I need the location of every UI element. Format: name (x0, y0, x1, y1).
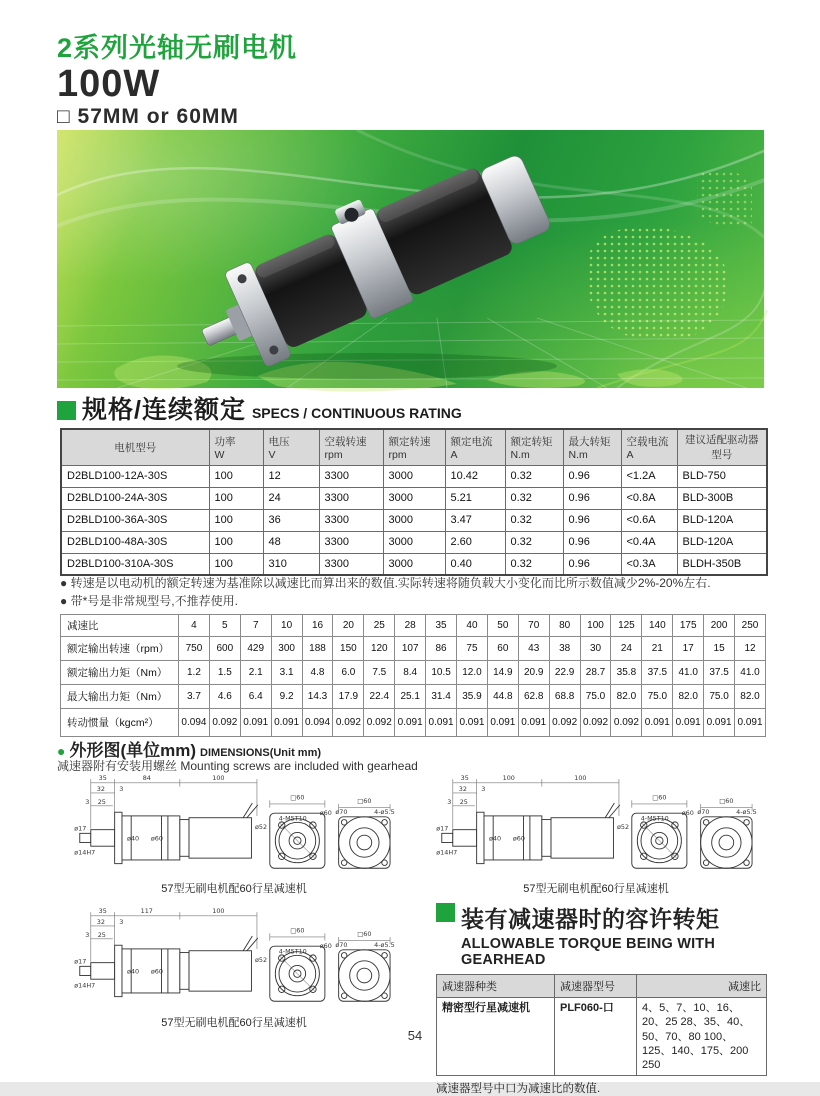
svg-text:3: 3 (85, 797, 90, 806)
svg-text:25: 25 (97, 930, 106, 939)
ratio-cell: 16 (302, 615, 333, 637)
svg-text:35: 35 (460, 774, 469, 783)
spec-header-row (61, 429, 767, 465)
svg-text:3: 3 (119, 785, 124, 794)
gear-ratio-table (60, 614, 766, 737)
spec-col-header: 建议适配驱动器型号 (677, 429, 767, 465)
svg-text:ø14H7: ø14H7 (74, 848, 96, 857)
ratio-cell: 0.092 (364, 709, 395, 737)
dimension-drawing-1 (58, 770, 410, 887)
ratio-cell: 0.094 (302, 709, 333, 737)
spec-cell: <0.4A (621, 531, 677, 553)
spec-cell: 310 (263, 553, 319, 575)
ratio-cell: 38 (549, 637, 580, 661)
ratio-row-label: 最大输出力矩（Nm） (61, 685, 179, 709)
ratio-cell: 12.0 (457, 661, 488, 685)
svg-text:ø17: ø17 (74, 824, 87, 833)
spec-cell: 3300 (319, 487, 383, 509)
dims-sub-cn: 减速器附有安装用螺丝 (57, 759, 178, 773)
ratio-cell: 35 (426, 615, 457, 637)
svg-text:ø70: ø70 (697, 808, 710, 817)
spec-cell: BLDH-350B (677, 553, 767, 575)
ratio-row-label: 额定输出转速（rpm） (61, 637, 179, 661)
spec-cell-model: D2BLD100-48A-30S (61, 531, 209, 553)
spec-cell-model: D2BLD100-12A-30S (61, 465, 209, 487)
svg-text:35: 35 (98, 774, 107, 783)
ratio-cell: 0.094 (179, 709, 210, 737)
ratio-cell: 0.091 (240, 709, 271, 737)
spec-col-header: 额定电流 A (445, 429, 505, 465)
drawing-caption: 57型无刷电机配60行星减速机 (161, 1017, 307, 1029)
ratio-cell: 2.1 (240, 661, 271, 685)
spec-cell: 3300 (319, 531, 383, 553)
spec-cell: 5.21 (445, 487, 505, 509)
spec-cell: <0.8A (621, 487, 677, 509)
spec-cell: 0.32 (505, 509, 563, 531)
power-rating: 100W (57, 63, 161, 105)
spec-row (61, 509, 767, 531)
ratio-cell: 35.8 (611, 661, 642, 685)
spec-col-header: 额定转矩 N.m (505, 429, 563, 465)
ratio-cell: 0.091 (642, 709, 673, 737)
spec-cell: 3000 (383, 531, 445, 553)
ratio-cell: 75.0 (642, 685, 673, 709)
svg-text:ø60: ø60 (512, 834, 525, 843)
ratio-cell: 8.4 (395, 661, 426, 685)
page-number: 54 (407, 1028, 423, 1043)
ratio-cell: 188 (302, 637, 333, 661)
ratio-cell: 750 (179, 637, 210, 661)
table-notes (60, 574, 770, 610)
bullet-icon: ● (57, 743, 66, 759)
svg-text:4-ø5.5: 4-ø5.5 (736, 808, 757, 817)
spec-cell: 24 (263, 487, 319, 509)
note-line: ● 转速是以电动机的额定转速为基准除以减速比而算出来的数值.实际转速将随负载大小变化而比所示数值减少2%-20%左右. (60, 576, 711, 590)
spec-cell: 3000 (383, 553, 445, 575)
specs-section-title (57, 390, 462, 426)
ratio-cell: 75.0 (580, 685, 611, 709)
spec-cell: 0.96 (563, 487, 621, 509)
spec-cell: 100 (209, 487, 263, 509)
ratio-cell: 68.8 (549, 685, 580, 709)
ratio-cell: 75.0 (704, 685, 735, 709)
spec-cell: 10.42 (445, 465, 505, 487)
svg-text:25: 25 (97, 797, 106, 806)
svg-text:ø60: ø60 (150, 834, 163, 843)
banner-art (57, 130, 764, 388)
ratio-cell: 600 (209, 637, 240, 661)
ratio-cell: 28 (395, 615, 426, 637)
drawing-caption: 57型无刷电机配60行星减速机 (523, 883, 669, 895)
ratio-cell: 0.091 (395, 709, 426, 737)
spec-cell-model: D2BLD100-310A-30S (61, 553, 209, 575)
product-banner (57, 130, 764, 388)
ratio-cell: 62.8 (518, 685, 549, 709)
ratio-cell: 9.2 (271, 685, 302, 709)
torque-title-cn: 装有减速器时的容许转矩 (461, 906, 720, 932)
ratio-row-label: 减速比 (61, 615, 179, 637)
dims-title-cn: 外形图(单位mm) (69, 741, 197, 760)
ratio-cell: 125 (611, 615, 642, 637)
spec-cell: 0.96 (563, 465, 621, 487)
svg-text:3: 3 (85, 930, 90, 939)
svg-text:84: 84 (142, 774, 151, 783)
spec-cell: 2.60 (445, 531, 505, 553)
svg-text:ø60: ø60 (681, 808, 694, 817)
ratio-row-label: 额定输出力矩（Nm） (61, 661, 179, 685)
spec-row (61, 531, 767, 553)
ratio-cell: 41.0 (735, 661, 766, 685)
ratio-cell: 28.7 (580, 661, 611, 685)
spec-cell: 48 (263, 531, 319, 553)
ratio-cell: 70 (518, 615, 549, 637)
svg-text:ø70: ø70 (335, 941, 348, 950)
svg-text:32: 32 (96, 785, 105, 794)
ratio-cell: 37.5 (704, 661, 735, 685)
ratio-cell: 10 (271, 615, 302, 637)
ratio-cell: 82.0 (735, 685, 766, 709)
svg-text:ø17: ø17 (74, 957, 87, 966)
svg-text:ø52: ø52 (254, 955, 268, 964)
svg-text:ø40: ø40 (126, 967, 140, 976)
spec-cell: 36 (263, 509, 319, 531)
svg-text:100: 100 (502, 774, 515, 783)
spec-cell: 100 (209, 509, 263, 531)
page-header (57, 26, 297, 129)
svg-text:□60: □60 (290, 926, 305, 935)
specs-title-en: SPECS / CONTINUOUS RATING (251, 405, 462, 421)
ratio-cell: 120 (364, 637, 395, 661)
spec-cell: 0.40 (445, 553, 505, 575)
specs-title-cn: 规格/连续额定 (82, 396, 246, 424)
spec-col-header: 电机型号 (61, 429, 209, 465)
ratio-cell: 7.5 (364, 661, 395, 685)
ratio-cell: 10.5 (426, 661, 457, 685)
ratio-cell: 100 (580, 615, 611, 637)
svg-text:4-M5T10: 4-M5T10 (278, 947, 307, 956)
svg-text:ø40: ø40 (126, 834, 140, 843)
ratio-cell: 4.8 (302, 661, 333, 685)
drawing-caption: 57型无刷电机配60行星减速机 (161, 883, 307, 895)
spec-cell: <0.6A (621, 509, 677, 531)
ratio-data-row (61, 709, 766, 737)
spec-cell: 0.32 (505, 531, 563, 553)
ratio-cell: 6.4 (240, 685, 271, 709)
section-marker-icon (436, 903, 455, 922)
ratio-cell: 30 (580, 637, 611, 661)
spec-cell: 100 (209, 531, 263, 553)
ratio-cell: 3.7 (179, 685, 210, 709)
spec-cell: 100 (209, 465, 263, 487)
spec-cell: 3.47 (445, 509, 505, 531)
ratio-cell: 14.3 (302, 685, 333, 709)
dims-sub-en: Mounting screws are included with gearhead (180, 759, 418, 773)
ratio-data-row (61, 637, 766, 661)
spec-cell: 0.32 (505, 553, 563, 575)
frame-size: □ 57MM or 60MM (57, 104, 239, 128)
spec-cell: 0.32 (505, 487, 563, 509)
ratio-cell: 0.091 (673, 709, 704, 737)
svg-text:ø70: ø70 (335, 808, 348, 817)
ratio-cell: 22.4 (364, 685, 395, 709)
svg-text:□60: □60 (357, 930, 372, 939)
svg-text:ø52: ø52 (616, 822, 630, 831)
ratio-cell: 140 (642, 615, 673, 637)
ratio-cell: 41.0 (673, 661, 704, 685)
spec-cell: 3300 (319, 553, 383, 575)
ratio-cell: 0.092 (333, 709, 364, 737)
ratio-cell: 4 (179, 615, 210, 637)
ratio-cell: 1.5 (209, 661, 240, 685)
svg-text:ø17: ø17 (436, 824, 449, 833)
gearhead-type: 精密型行星减速机 (437, 998, 555, 1076)
ratio-cell: 40 (457, 615, 488, 637)
svg-text:100: 100 (212, 907, 225, 916)
ratio-cell: 0.091 (271, 709, 302, 737)
spec-cell: 3300 (319, 465, 383, 487)
svg-text:3: 3 (119, 918, 124, 927)
ratio-data-row (61, 685, 766, 709)
spec-cell: BLD-300B (677, 487, 767, 509)
svg-text:100: 100 (574, 774, 587, 783)
svg-text:ø52: ø52 (254, 822, 268, 831)
spec-col-header: 最大转矩 N.m (563, 429, 621, 465)
ratio-cell: 3.1 (271, 661, 302, 685)
spec-cell: BLD-750 (677, 465, 767, 487)
spec-cell: 0.96 (563, 531, 621, 553)
ratio-cell: 0.091 (487, 709, 518, 737)
spec-col-header: 空载电流 A (621, 429, 677, 465)
ratio-cell: 17 (673, 637, 704, 661)
spec-col-header: 功率 W (209, 429, 263, 465)
spec-row (61, 487, 767, 509)
note-line: ● 带*号是非常规型号,不推荐使用. (60, 594, 238, 608)
svg-text:□60: □60 (652, 793, 667, 802)
svg-text:ø40: ø40 (488, 834, 502, 843)
ratio-cell: 44.8 (487, 685, 518, 709)
svg-text:4-M5T10: 4-M5T10 (278, 814, 307, 823)
spec-row (61, 465, 767, 487)
ratio-cell: 1.2 (179, 661, 210, 685)
ratio-header-row (61, 615, 766, 637)
ratio-cell: 31.4 (426, 685, 457, 709)
gearhead-ratios: 4、5、7、10、16、20、25 28、35、40、50、70、80 100、125、140、175、200 250 (637, 998, 767, 1076)
ratio-cell: 50 (487, 615, 518, 637)
spec-cell: 12 (263, 465, 319, 487)
spec-cell: <1.2A (621, 465, 677, 487)
gearhead-model: PLF060-口 (555, 998, 637, 1076)
svg-text:ø14H7: ø14H7 (74, 981, 96, 990)
svg-text:ø60: ø60 (150, 967, 163, 976)
dimension-drawing-2 (420, 770, 772, 887)
svg-text:35: 35 (98, 907, 107, 916)
ratio-cell: 0.092 (580, 709, 611, 737)
ratio-cell: 0.092 (611, 709, 642, 737)
ratio-cell: 0.091 (735, 709, 766, 737)
svg-text:4-ø5.5: 4-ø5.5 (374, 808, 395, 817)
ratio-cell: 429 (240, 637, 271, 661)
ratio-cell: 86 (426, 637, 457, 661)
ratio-cell: 20.9 (518, 661, 549, 685)
ratio-cell: 21 (642, 637, 673, 661)
ratio-row-label: 转动惯量（kgcm²） (61, 709, 179, 737)
ratio-cell: 22.9 (549, 661, 580, 685)
gearhead-note: 减速器型号中口为减速比的数值. (436, 1083, 601, 1096)
ratio-cell: 17.9 (333, 685, 364, 709)
gearhead-row (437, 998, 767, 1076)
gearhead-col-header: 减速器型号 (555, 975, 637, 998)
ratio-cell: 0.091 (457, 709, 488, 737)
ratio-cell: 75 (457, 637, 488, 661)
ratio-cell: 0.092 (209, 709, 240, 737)
spec-row (61, 553, 767, 575)
spec-cell-model: D2BLD100-36A-30S (61, 509, 209, 531)
spec-cell: 100 (209, 553, 263, 575)
ratio-cell: 82.0 (673, 685, 704, 709)
torque-title-en: ALLOWABLE TORQUE BEING WITH GEARHEAD (461, 936, 716, 968)
ratio-cell: 43 (518, 637, 549, 661)
gearhead-header-row (437, 975, 767, 998)
svg-text:ø14H7: ø14H7 (436, 848, 458, 857)
svg-text:25: 25 (459, 797, 468, 806)
ratio-cell: 7 (240, 615, 271, 637)
spec-cell: BLD-120A (677, 531, 767, 553)
dims-title-en: DIMENSIONS(Unit mm) (200, 747, 322, 759)
svg-text:4-M5T10: 4-M5T10 (640, 814, 669, 823)
ratio-cell: 175 (673, 615, 704, 637)
svg-text:100: 100 (212, 774, 225, 783)
ratio-cell: 250 (735, 615, 766, 637)
ratio-cell: 5 (209, 615, 240, 637)
spec-col-header: 空载转速 rpm (319, 429, 383, 465)
spec-cell: 3000 (383, 509, 445, 531)
ratio-data-row (61, 661, 766, 685)
svg-text:32: 32 (96, 918, 105, 927)
spec-cell: 3000 (383, 487, 445, 509)
gearhead-col-header: 减速器种类 (437, 975, 555, 998)
ratio-cell: 4.6 (209, 685, 240, 709)
ratio-cell: 200 (704, 615, 735, 637)
spec-cell: <0.3A (621, 553, 677, 575)
series-title: 2系列光轴无刷电机 (57, 33, 298, 63)
spec-cell: BLD-120A (677, 509, 767, 531)
ratio-cell: 37.5 (642, 661, 673, 685)
spec-cell: 0.96 (563, 509, 621, 531)
ratio-cell: 14.9 (487, 661, 518, 685)
svg-text:117: 117 (140, 907, 153, 916)
ratio-cell: 150 (333, 637, 364, 661)
gearhead-col-header: 减速比 (637, 975, 767, 998)
svg-text:32: 32 (458, 785, 467, 794)
ratio-cell: 12 (735, 637, 766, 661)
svg-text:□60: □60 (357, 797, 372, 806)
ratio-cell: 60 (487, 637, 518, 661)
svg-text:□60: □60 (290, 793, 305, 802)
ratio-cell: 25.1 (395, 685, 426, 709)
ratio-cell: 25 (364, 615, 395, 637)
spec-table (60, 428, 768, 576)
section-marker-icon (57, 401, 76, 420)
ratio-cell: 107 (395, 637, 426, 661)
spec-cell: 3000 (383, 465, 445, 487)
ratio-cell: 6.0 (333, 661, 364, 685)
ratio-cell: 0.091 (704, 709, 735, 737)
spec-cell: 3300 (319, 509, 383, 531)
gearhead-table (436, 974, 767, 1076)
spec-col-header: 额定转速 rpm (383, 429, 445, 465)
spec-cell: 0.96 (563, 553, 621, 575)
svg-text:ø60: ø60 (319, 941, 332, 950)
ratio-cell: 0.091 (426, 709, 457, 737)
ratio-cell: 82.0 (611, 685, 642, 709)
ratio-cell: 300 (271, 637, 302, 661)
ratio-cell: 80 (549, 615, 580, 637)
ratio-cell: 35.9 (457, 685, 488, 709)
ratio-cell: 20 (333, 615, 364, 637)
svg-text:3: 3 (481, 785, 486, 794)
svg-text:4-ø5.5: 4-ø5.5 (374, 941, 395, 950)
ratio-cell: 0.092 (549, 709, 580, 737)
svg-text:ø60: ø60 (319, 808, 332, 817)
ratio-cell: 0.091 (518, 709, 549, 737)
spec-cell-model: D2BLD100-24A-30S (61, 487, 209, 509)
spec-col-header: 电压 V (263, 429, 319, 465)
ratio-cell: 15 (704, 637, 735, 661)
gearhead-torque-section (436, 901, 768, 1096)
svg-text:3: 3 (447, 797, 452, 806)
ratio-cell: 24 (611, 637, 642, 661)
dimension-drawing-3 (58, 903, 410, 1020)
spec-cell: 0.32 (505, 465, 563, 487)
svg-text:□60: □60 (719, 797, 734, 806)
